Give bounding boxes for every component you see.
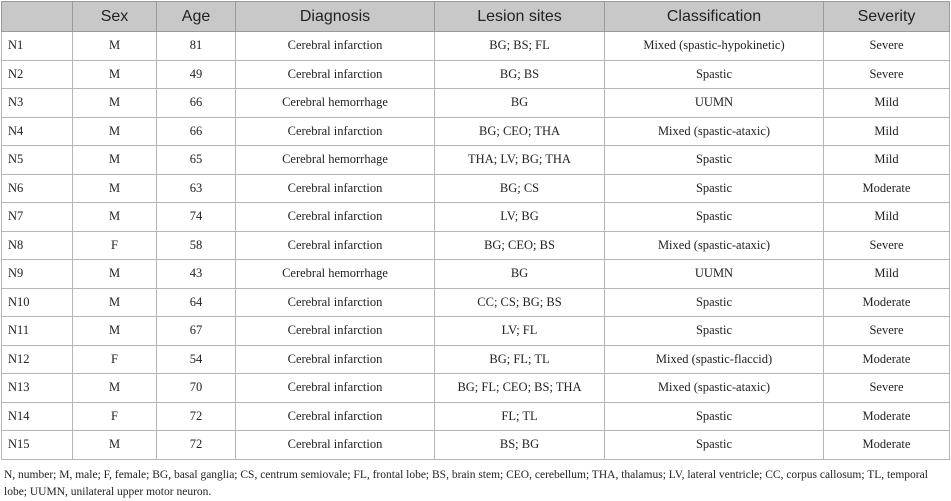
cell-age: 54 (157, 345, 236, 374)
cell-severity: Moderate (824, 402, 950, 431)
cell-sex: M (73, 89, 157, 118)
cell-age: 49 (157, 60, 236, 89)
cell-age: 66 (157, 89, 236, 118)
table-row (2, 260, 950, 289)
col-id-header (2, 2, 73, 32)
cell-age: 66 (157, 117, 236, 146)
cell-sex: F (73, 345, 157, 374)
cell-sex: F (73, 402, 157, 431)
cell-sex: F (73, 231, 157, 260)
cell-severity: Mild (824, 89, 950, 118)
table-row (2, 60, 950, 89)
cell-lesion-sites: LV; FL (435, 317, 605, 346)
cell-id: N3 (2, 89, 73, 118)
cell-id: N8 (2, 231, 73, 260)
cell-age: 70 (157, 374, 236, 403)
cell-lesion-sites: BG; CEO; THA (435, 117, 605, 146)
cell-age: 64 (157, 288, 236, 317)
cell-age: 58 (157, 231, 236, 260)
cell-classification: Spastic (605, 402, 824, 431)
cell-diagnosis: Cerebral infarction (236, 32, 435, 61)
cell-sex: M (73, 146, 157, 175)
cell-severity: Mild (824, 117, 950, 146)
cell-severity: Mild (824, 146, 950, 175)
cell-id: N5 (2, 146, 73, 175)
cell-age: 65 (157, 146, 236, 175)
cell-sex: M (73, 260, 157, 289)
cell-diagnosis: Cerebral hemorrhage (236, 89, 435, 118)
cell-diagnosis: Cerebral infarction (236, 174, 435, 203)
cell-age: 74 (157, 203, 236, 232)
cell-lesion-sites: BG; FL; CEO; BS; THA (435, 374, 605, 403)
table-body (2, 32, 950, 460)
table-row (2, 374, 950, 403)
table-row (2, 203, 950, 232)
cell-classification: Mixed (spastic-hypokinetic) (605, 32, 824, 61)
col-severity-header: Severity (824, 2, 950, 32)
cell-classification: UUMN (605, 89, 824, 118)
cell-id: N15 (2, 431, 73, 460)
table-row (2, 317, 950, 346)
cell-sex: M (73, 317, 157, 346)
table-row (2, 174, 950, 203)
cell-age: 72 (157, 402, 236, 431)
cell-id: N2 (2, 60, 73, 89)
cell-diagnosis: Cerebral infarction (236, 231, 435, 260)
cell-classification: Mixed (spastic-ataxic) (605, 231, 824, 260)
cell-classification: Spastic (605, 146, 824, 175)
table-row (2, 402, 950, 431)
cell-severity: Moderate (824, 345, 950, 374)
col-classification-header: Classification (605, 2, 824, 32)
cell-diagnosis: Cerebral infarction (236, 431, 435, 460)
patient-table-container (1, 1, 949, 501)
cell-id: N4 (2, 117, 73, 146)
cell-severity: Severe (824, 60, 950, 89)
cell-diagnosis: Cerebral infarction (236, 203, 435, 232)
header-row (2, 2, 950, 32)
cell-classification: Mixed (spastic-ataxic) (605, 117, 824, 146)
cell-severity: Mild (824, 203, 950, 232)
cell-classification: Spastic (605, 60, 824, 89)
cell-id: N11 (2, 317, 73, 346)
cell-diagnosis: Cerebral hemorrhage (236, 260, 435, 289)
cell-sex: M (73, 203, 157, 232)
cell-severity: Severe (824, 231, 950, 260)
col-age-header: Age (157, 2, 236, 32)
cell-severity: Moderate (824, 431, 950, 460)
cell-lesion-sites: BG; CEO; BS (435, 231, 605, 260)
cell-classification: Mixed (spastic-flaccid) (605, 345, 824, 374)
cell-severity: Moderate (824, 174, 950, 203)
col-diagnosis-header: Diagnosis (236, 2, 435, 32)
cell-lesion-sites: CC; CS; BG; BS (435, 288, 605, 317)
cell-age: 43 (157, 260, 236, 289)
table-row (2, 146, 950, 175)
cell-severity: Mild (824, 260, 950, 289)
cell-id: N9 (2, 260, 73, 289)
cell-sex: M (73, 32, 157, 61)
cell-diagnosis: Cerebral infarction (236, 317, 435, 346)
cell-lesion-sites: BG; BS (435, 60, 605, 89)
cell-id: N6 (2, 174, 73, 203)
table-row (2, 231, 950, 260)
cell-classification: UUMN (605, 260, 824, 289)
cell-severity: Moderate (824, 288, 950, 317)
cell-id: N1 (2, 32, 73, 61)
cell-classification: Spastic (605, 174, 824, 203)
cell-classification: Spastic (605, 203, 824, 232)
cell-lesion-sites: BG; FL; TL (435, 345, 605, 374)
cell-lesion-sites: LV; BG (435, 203, 605, 232)
cell-severity: Severe (824, 32, 950, 61)
cell-sex: M (73, 431, 157, 460)
table-row (2, 32, 950, 61)
cell-lesion-sites: BG (435, 260, 605, 289)
cell-lesion-sites: FL; TL (435, 402, 605, 431)
cell-id: N10 (2, 288, 73, 317)
cell-sex: M (73, 374, 157, 403)
table-footnote: N, number; M, male; F, female; BG, basal ganglia; CS, centrum semiovale; FL, frontal lobe; BS, brain stem; CEO, cerebellum; THA, thalamus; LV, lateral ventricle; CC, corpus callosum; TL, temporal lobe; UUMN, unilateral upper motor neuron. (4, 468, 928, 498)
cell-sex: M (73, 174, 157, 203)
cell-diagnosis: Cerebral infarction (236, 345, 435, 374)
table-row (2, 89, 950, 118)
patient-table (1, 1, 950, 460)
cell-diagnosis: Cerebral hemorrhage (236, 146, 435, 175)
table-header (2, 2, 950, 32)
cell-sex: M (73, 60, 157, 89)
cell-age: 63 (157, 174, 236, 203)
cell-diagnosis: Cerebral infarction (236, 402, 435, 431)
cell-classification: Spastic (605, 317, 824, 346)
cell-classification: Spastic (605, 431, 824, 460)
table-row (2, 431, 950, 460)
cell-diagnosis: Cerebral infarction (236, 117, 435, 146)
table-row (2, 345, 950, 374)
cell-diagnosis: Cerebral infarction (236, 374, 435, 403)
cell-sex: M (73, 117, 157, 146)
table-row (2, 288, 950, 317)
cell-age: 67 (157, 317, 236, 346)
cell-age: 72 (157, 431, 236, 460)
col-lesion-sites-header: Lesion sites (435, 2, 605, 32)
table-row (2, 117, 950, 146)
cell-sex: M (73, 288, 157, 317)
cell-classification: Spastic (605, 288, 824, 317)
cell-severity: Severe (824, 317, 950, 346)
cell-classification: Mixed (spastic-ataxic) (605, 374, 824, 403)
cell-id: N7 (2, 203, 73, 232)
cell-lesion-sites: BG; CS (435, 174, 605, 203)
cell-lesion-sites: BG; BS; FL (435, 32, 605, 61)
cell-lesion-sites: BS; BG (435, 431, 605, 460)
cell-lesion-sites: THA; LV; BG; THA (435, 146, 605, 175)
cell-severity: Severe (824, 374, 950, 403)
cell-diagnosis: Cerebral infarction (236, 60, 435, 89)
cell-id: N14 (2, 402, 73, 431)
cell-diagnosis: Cerebral infarction (236, 288, 435, 317)
col-sex-header: Sex (73, 2, 157, 32)
cell-lesion-sites: BG (435, 89, 605, 118)
cell-age: 81 (157, 32, 236, 61)
cell-id: N12 (2, 345, 73, 374)
cell-id: N13 (2, 374, 73, 403)
